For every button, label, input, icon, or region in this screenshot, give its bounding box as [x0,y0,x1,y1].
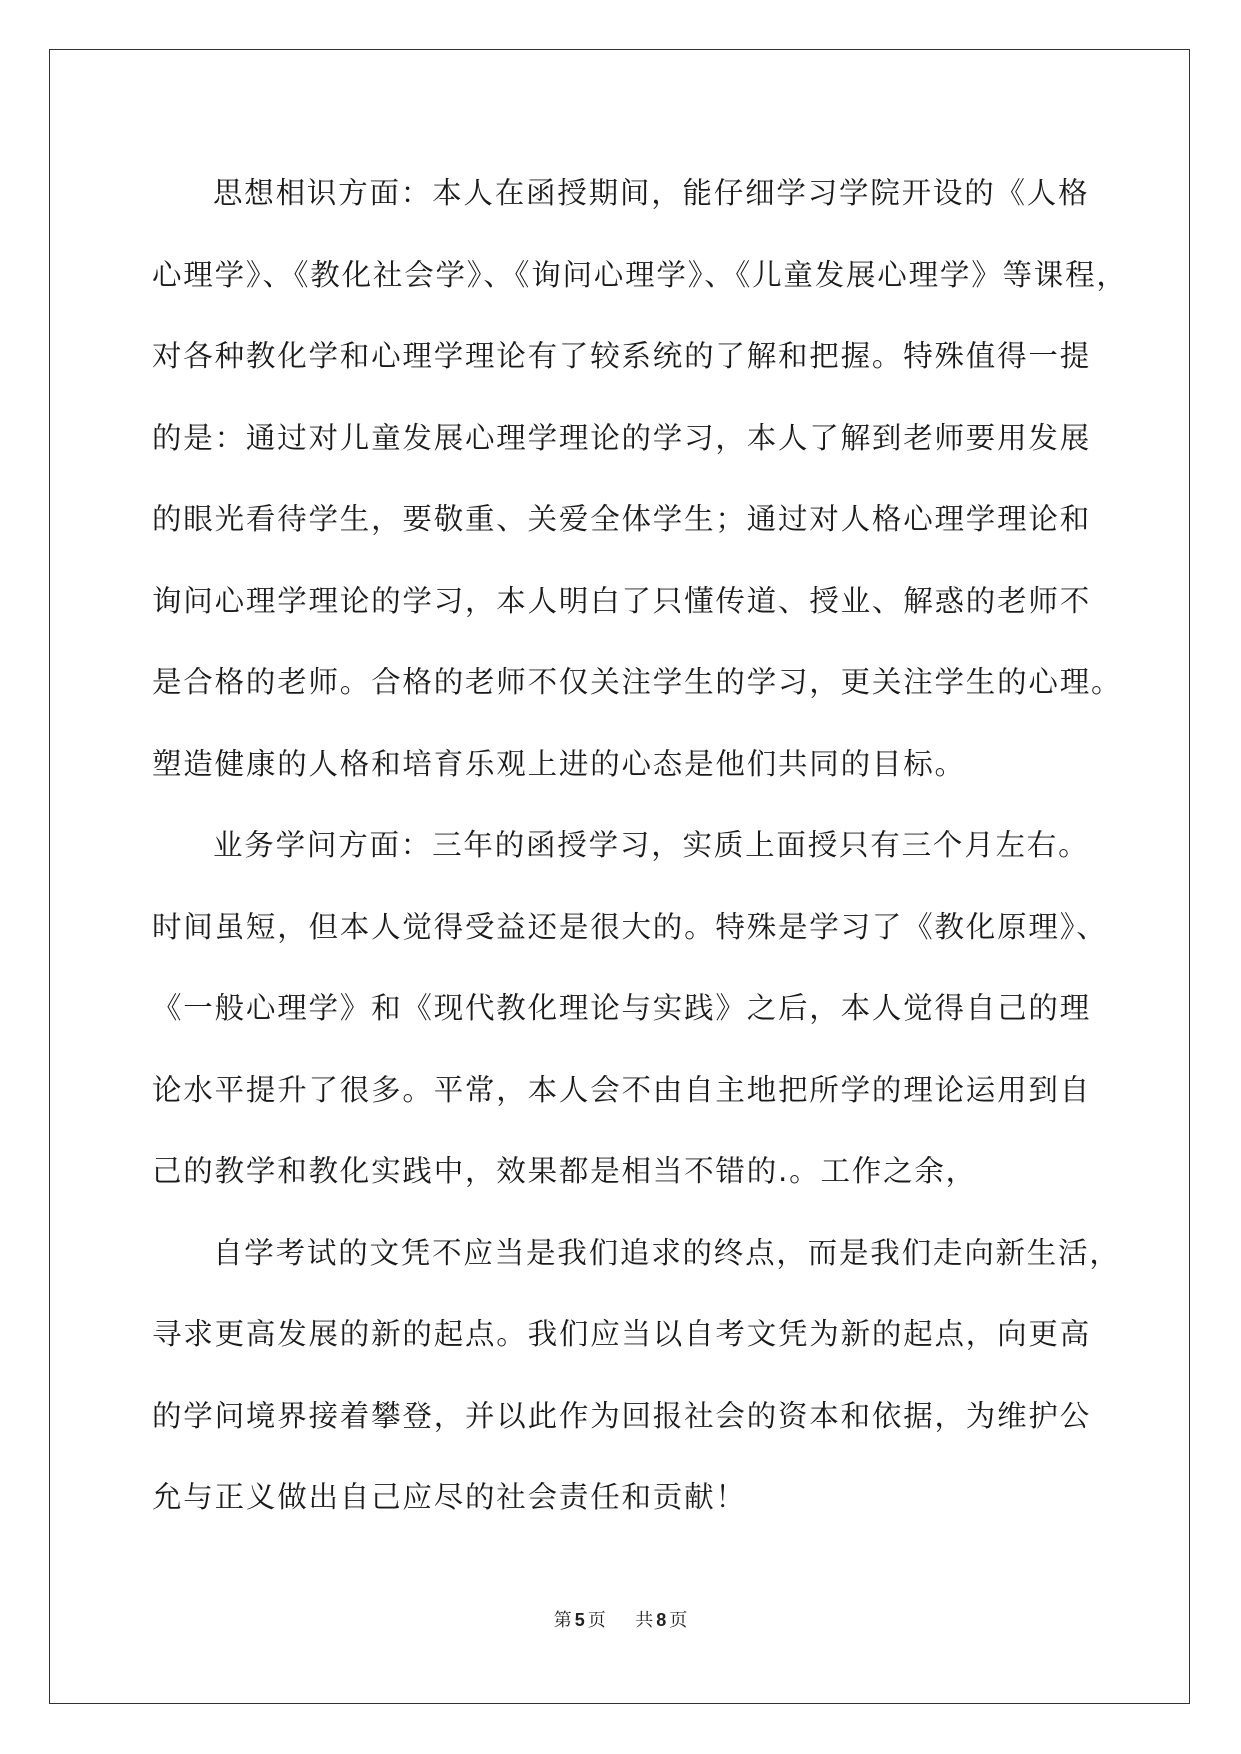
text-line: 询问心理学理论的学习，本人明白了只懂传道、授业、解惑的老师不 [152,583,1092,618]
paragraph-ideological-knowledge [152,158,1128,810]
page-number: 5 [574,1610,585,1630]
page-suffix: 页 [587,1610,606,1631]
text-line: 对各种教化学和心理学理论有了较系统的了解和把握。特殊值得一提 [152,339,1092,373]
total-prefix: 共 [635,1610,654,1631]
text-line: 的是：通过对儿童发展心理学理论的学习，本人了解到老师要用发展 [152,420,1092,455]
text-line: 思想相识方面：本人在函授期间，能仔细学习学院开设的《人格 [213,176,1090,210]
page-indicator [554,1606,606,1632]
text-line: 的眼光看待学生，要敬重、关爱全体学生；通过对人格心理学理论和 [152,502,1092,536]
text-line: 心理学》、《教化社会学》、《询问心理学》、《儿童发展心理学》等课程， [152,257,1128,292]
page-prefix: 第 [553,1610,572,1631]
text-line: 允与正义做出自己应尽的社会责任和贡献！ [152,1480,747,1514]
total-pages: 8 [656,1610,667,1630]
text-line: 的学问境界接着攀登，并以此作为回报社会的资本和依据，为维护公 [152,1398,1092,1433]
text-line: 自学考试的文凭不应当是我们追求的终点，而是我们走向新生活， [213,1235,1121,1270]
total-suffix: 页 [669,1610,688,1631]
text-line: 寻求更高发展的新的起点。我们应当以自考文凭为新的起点，向更高 [152,1317,1092,1351]
paragraph-professional-knowledge [152,810,1108,1218]
text-line: 论水平提升了很多。平常，本人会不由自主地把所学的理论运用到自 [152,1072,1092,1107]
text-line: 是合格的老师。合格的老师不仅关注学生的学习，更关注学生的心理。 [152,665,1123,699]
page-footer [0,1606,1241,1632]
text-line: 《一般心理学》和《现代教化理论与实践》之后，本人觉得自己的理 [152,991,1092,1025]
paragraph-conclusion [152,1218,1121,1544]
text-line: 时间虽短，但本人觉得受益还是很大的。特殊是学习了《教化原理》、 [152,909,1108,944]
document-body [152,158,1128,1544]
total-pages-indicator [635,1606,687,1632]
text-line: 塑造健康的人格和培育乐观上进的心态是他们共同的目标。 [152,746,966,781]
text-line: 业务学问方面：三年的函授学习，实质上面授只有三个月左右。 [213,828,1090,862]
text-line: 己的教学和教化实践中，效果都是相当不错的.。工作之余， [152,1154,977,1188]
